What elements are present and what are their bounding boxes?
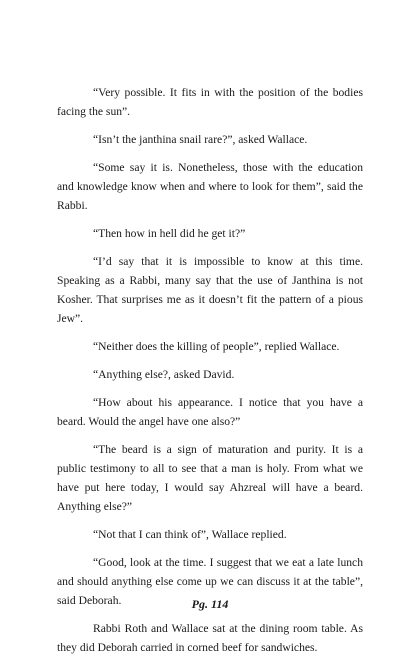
paragraph: “How about his appearance. I notice that you have a beard. Would the angel have one also?”: [57, 395, 363, 428]
paragraph: “Good, look at the time. I suggest that we eat a late lunch and should anything else come up we can discuss it at the table”, said Deborah.: [57, 556, 363, 608]
body-text: [57, 83, 363, 666]
paragraph: Rabbi Roth and Wallace sat at the dining room table. As they did Deborah carried in corned beef for sandwiches.: [57, 622, 363, 655]
paragraph: “Very possible. It fits in with the position of the bodies facing the sun”.: [57, 86, 363, 119]
paragraph: “Some say it is. Nonetheless, those with the education and knowledge know when and where to look for them”, said the Rabbi.: [57, 160, 363, 213]
paragraph: “I’d say that it is impossible to know at this time. Speaking as a Rabbi, many say that the use of Janthina is not Kosher. That surprises me as it doesn’t fit the pattern of a pious Jew”.: [57, 254, 363, 326]
paragraph: “Anything else?, asked David.: [93, 368, 235, 381]
paragraph: “Neither does the killing of people”, replied Wallace.: [93, 340, 340, 354]
paragraph: “Not that I can think of”, Wallace replied.: [93, 528, 287, 542]
paragraph: “Then how in hell did he get it?”: [93, 227, 246, 240]
page-number: Pg. 114: [191, 597, 229, 611]
paragraph: “Isn’t the janthina snail rare?”, asked Wallace.: [93, 133, 308, 146]
paragraph: “The beard is a sign of maturation and purity. It is a public testimony to all to see that a man is holy. From what we have put here today, I would say Ahzreal will have a beard. Anything else?”: [57, 442, 363, 514]
